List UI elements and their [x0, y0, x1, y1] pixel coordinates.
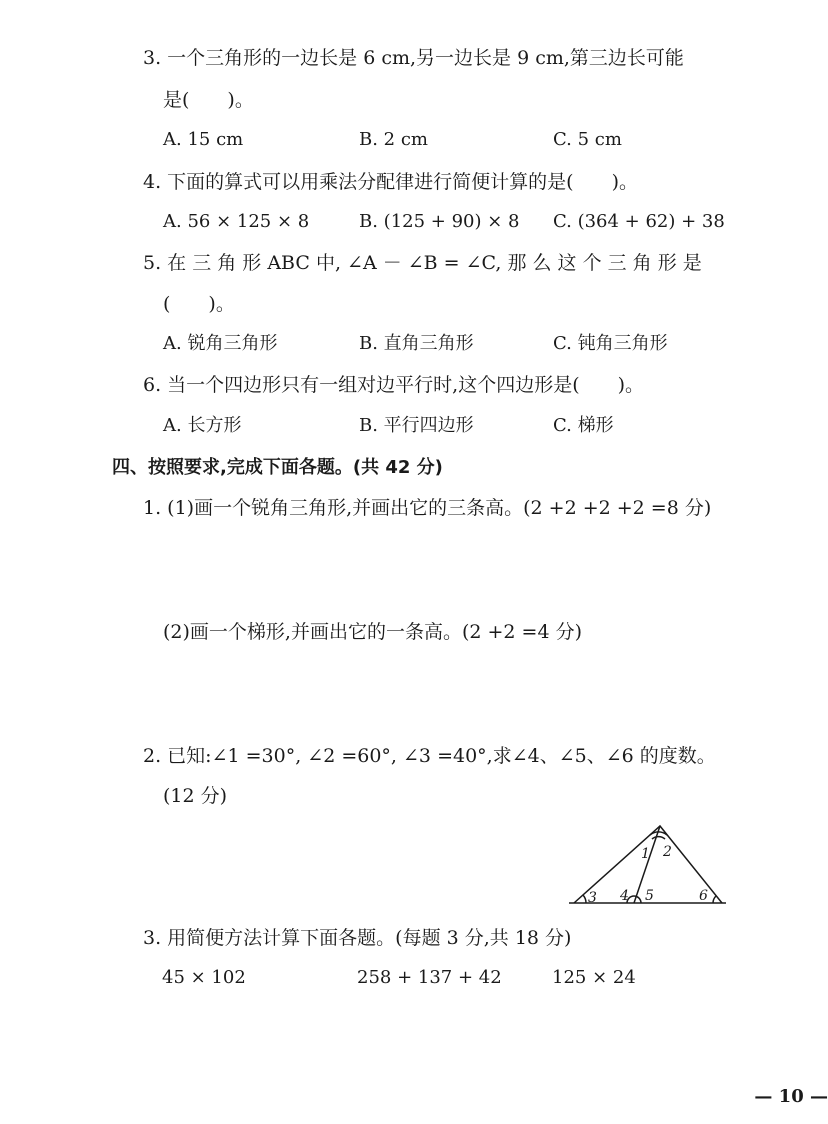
question-3-option-c: C. 5 cm: [553, 129, 622, 150]
section-4-q1-part2: (2)画一个梯形,并画出它的一条高。(2 +2 =4 分): [163, 621, 583, 643]
section-4-q2-line2: (12 分): [163, 785, 228, 807]
question-5-option-c: C. 钝角三角形: [553, 333, 668, 354]
triangle-figure: [566, 818, 730, 910]
angle-label-1: 1: [641, 846, 650, 862]
section-4-heading: 四、按照要求,完成下面各题。(共 42 分): [112, 457, 443, 478]
question-5-option-b: B. 直角三角形: [359, 333, 474, 354]
question-5-stem-cont: ( )。: [163, 293, 235, 315]
right-angle-arc: [713, 896, 716, 903]
calc-item-3: 125 × 24: [552, 967, 636, 988]
question-5-stem: 5. 在 三 角 形 ABC 中, ∠A － ∠B = ∠C, 那 么 这 个 三 角 形 是: [143, 252, 702, 274]
question-3-option-a: A. 15 cm: [163, 129, 244, 150]
question-3-option-b: B. 2 cm: [359, 129, 428, 150]
angle-label-6: 6: [699, 888, 708, 904]
question-6-option-b: B. 平行四边形: [359, 415, 474, 436]
question-4-option-a: A. 56 × 125 × 8: [163, 211, 310, 232]
calc-item-2: 258 + 137 + 42: [357, 967, 502, 988]
question-5-option-a: A. 锐角三角形: [163, 333, 278, 354]
apex-angle-arc-2: [652, 837, 665, 839]
question-4-stem: 4. 下面的算式可以用乘法分配律进行简便计算的是( )。: [143, 171, 638, 193]
question-3-stem: 3. 一个三角形的一边长是 6 cm,另一边长是 9 cm,第三边长可能: [143, 47, 684, 69]
left-angle-arc: [583, 895, 586, 903]
question-6-option-a: A. 长方形: [163, 415, 242, 436]
calc-item-1: 45 × 102: [162, 967, 246, 988]
section-4-q2-line1: 2. 已知:∠1 =30°, ∠2 =60°, ∠3 =40°,求∠4、∠5、∠6 的度数。: [143, 745, 716, 767]
angle-label-3: 3: [588, 890, 597, 906]
angle-label-5: 5: [645, 888, 654, 904]
question-3-stem-cont: 是( )。: [163, 89, 254, 111]
question-4-option-b: B. (125 + 90) × 8: [359, 211, 520, 232]
angle-label-2: 2: [663, 844, 672, 860]
question-6-stem: 6. 当一个四边形只有一组对边平行时,这个四边形是( )。: [143, 374, 645, 396]
angle-label-4: 4: [620, 888, 629, 904]
question-4-option-c: C. (364 + 62) + 38: [553, 211, 725, 232]
page-number: — 10 —: [754, 1086, 828, 1107]
section-4-q1-part1: 1. (1)画一个锐角三角形,并画出它的三条高。(2 +2 +2 +2 =8 分): [143, 497, 712, 519]
section-4-q3-heading: 3. 用简便方法计算下面各题。(每题 3 分,共 18 分): [143, 927, 572, 949]
question-6-option-c: C. 梯形: [553, 415, 614, 436]
